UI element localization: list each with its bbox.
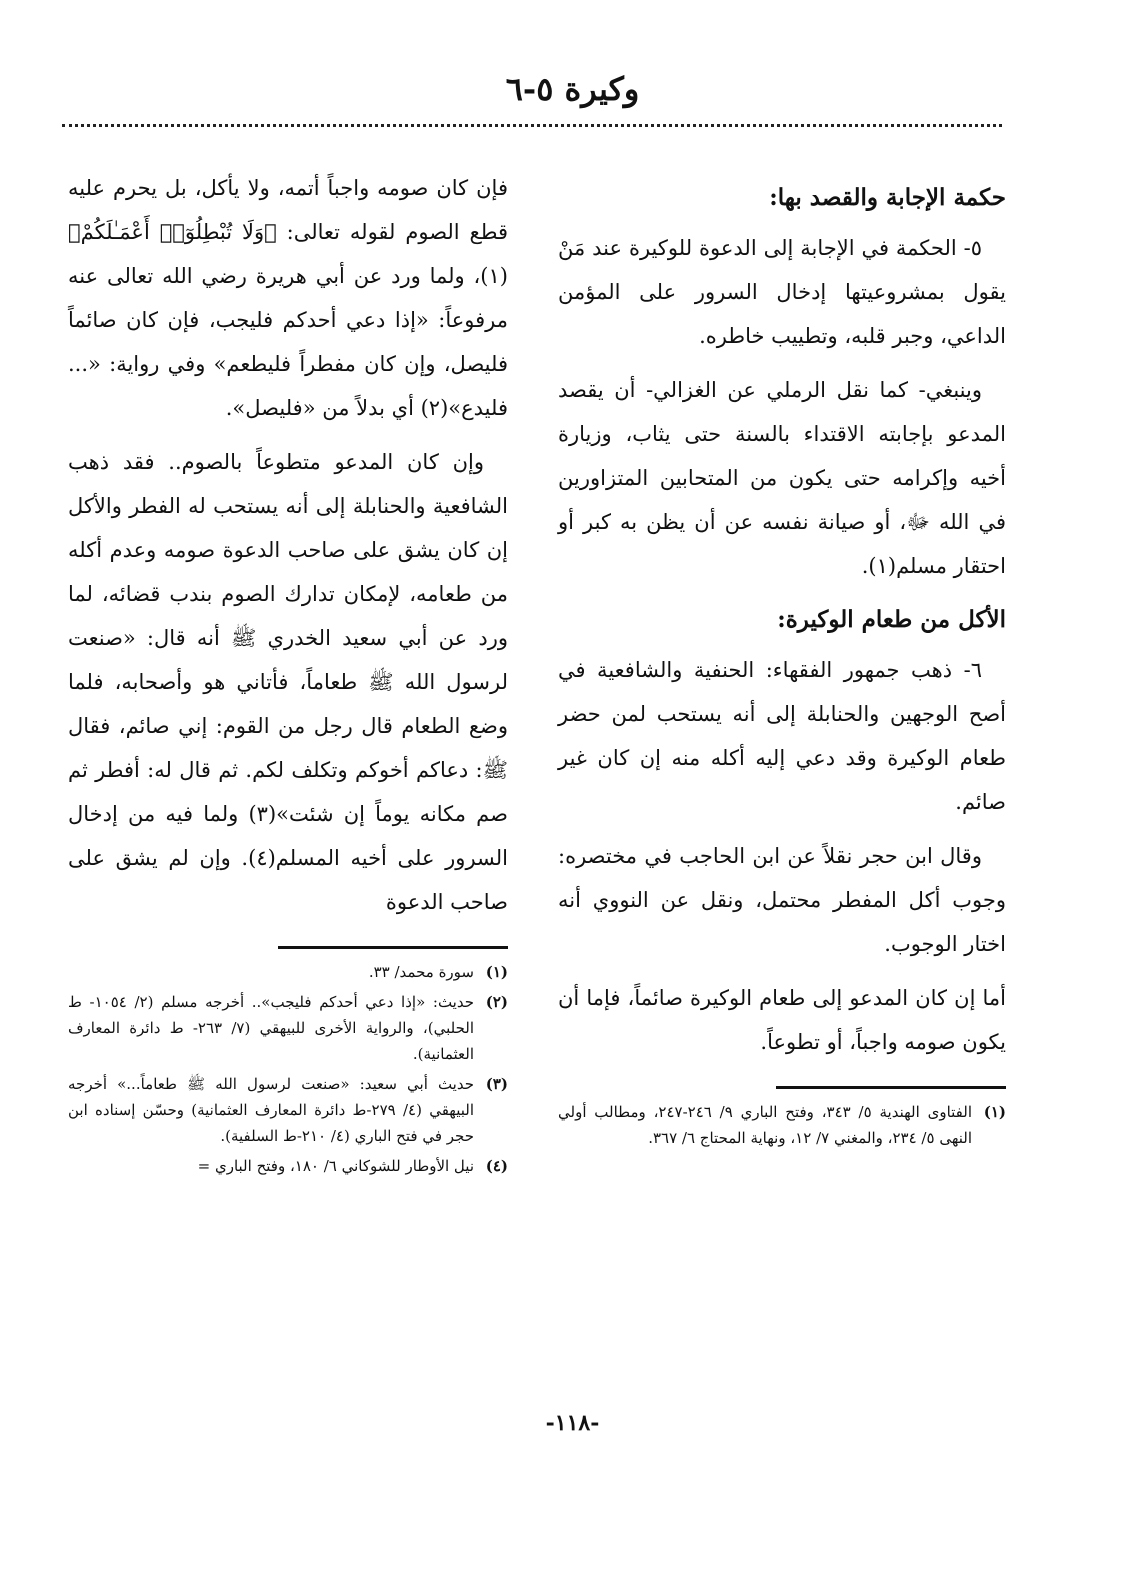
paragraph-intention: وينبغي- كما نقل الرملي عن الغزالي- أن يقصد المدعو بإجابته الاقتداء بالسنة حتى يثاب، وزيارة أخيه وإكرامه حتى يكون من المتحابين المتزاورين في الله ﷻ، أو صيانة نفسه عن أن يظن به كبر أو احتقار مسلم(١). (558, 378, 1006, 578)
section-heading-wisdom: حكمة الإجابة والقصد بها: (769, 184, 1006, 211)
footnote (68, 1153, 508, 1179)
section-heading-eating: الأكل من طعام الوكيرة: (777, 606, 1006, 633)
paragraph-6: ٦- ذهب جمهور الفقهاء: الحنفية والشافعية في أصح الوجهين والحنابلة إلى أنه يستحب لمن حضر طعام الوكيرة وقد دعي إليه أكله منه إن كان غير صائم. (558, 658, 1006, 814)
footnote-text: نيل الأوطار للشوكاني ٦/ ١٨٠، وفتح الباري = (197, 1157, 474, 1175)
header-dotted-rule (62, 124, 1002, 127)
footnote-text: حديث أبي سعيد: «صنعت لرسول الله ﷺ طعاماً...» أخرجه البيهقي (٤/ ٢٧٩-ط دائرة المعارف العثمانية) وحسّن إسناده ابن حجر في فتح الباري (٤/ ٢١٠-ط السلفية). (68, 1075, 474, 1145)
footnote-text: الفتاوى الهندية ٥/ ٣٤٣، وفتح الباري ٩/ ٢٤٦-٢٤٧، ومطالب أولي النهى ٥/ ٢٣٤، والمغني ٧/ ١٢، ونهاية المحتاج ٦/ ٣٦٧. (558, 1103, 972, 1147)
footnote-divider (776, 1086, 1006, 1089)
footnotes-right (558, 1099, 1006, 1151)
footnote (68, 959, 508, 985)
footnote-divider (278, 946, 508, 949)
footnote (558, 1099, 1006, 1151)
footnote-text: سورة محمد/ ٣٣. (368, 963, 474, 981)
paragraph-obligatory-fast: فإن كان صومه واجباً أتمه، ولا يأكل، بل يحرم عليه قطع الصوم لقوله تعالى: ﴿وَلَا تُبْطِلُوٓا۟ أَعْمَـٰلَكُمْ﴾(١)، ولما ورد عن أبي هريرة رضي الله تعالى عنه مرفوعاً: «إذا دعي أحدكم فليجب، فإن كان صائماً فليصل، وإن كان مفطراً فليطعم» وفي رواية: «... فليدع»(٢) أي بدلاً من «فليصل». (68, 176, 508, 420)
footnote-number: (٣) (485, 1075, 508, 1093)
footnote-text: حديث: «إذا دعي أحدكم فليجب».. أخرجه مسلم (٢/ ١٠٥٤- ط الحلبي)، والرواية الأخرى للبيهقي (٧/ ٢٦٣- ط دائرة المعارف العثمانية). (68, 993, 474, 1063)
right-column (558, 166, 1006, 1155)
footnote-number: (١) (983, 1103, 1006, 1121)
page-number: -١١٨- (545, 1410, 600, 1436)
footnote-number: (٤) (485, 1157, 508, 1175)
footnote-number: (١) (485, 963, 508, 981)
footnote (68, 989, 508, 1067)
paragraph-fasting: أما إن كان المدعو إلى طعام الوكيرة صائماً، فإما أن يكون صومه واجباً، أو تطوعاً. (558, 986, 1006, 1054)
footnote (68, 1071, 508, 1149)
paragraph-ibn-hajar: وقال ابن حجر نقلاً عن ابن الحاجب في مختصره: وجوب أكل المفطر محتمل، ونقل عن النووي أنه اختار الوجوب. (558, 844, 1006, 956)
paragraph-voluntary-fast: وإن كان المدعو متطوعاً بالصوم.. فقد ذهب الشافعية والحنابلة إلى أنه يستحب له الفطر والأكل إن كان يشق على صاحب الدعوة صومه وعدم أكله من طعامه، لإمكان تدارك الصوم بندب قضائه، لما ورد عن أبي سعيد الخدري ﷺ أنه قال: «صنعت لرسول الله ﷺ طعاماً، فأتاني هو وأصحابه، فلما وضع الطعام قال رجل من القوم: إني صائم، فقال ﷺ: دعاكم أخوكم وتكلف لكم. ثم قال له: أفطر ثم صم مكانه يوماً إن شئت»(٣) ولما فيه من إدخال السرور على أخيه المسلم(٤). وإن لم يشق على صاحب الدعوة (68, 450, 508, 914)
page-header-title: وكيرة ٥-٦ (505, 70, 640, 108)
footnotes-left (68, 959, 508, 1179)
left-column (68, 166, 508, 1183)
paragraph-5: ٥- الحكمة في الإجابة إلى الدعوة للوكيرة عند مَنْ يقول بمشروعيتها إدخال السرور على المؤمن الداعي، وجبر قلبه، وتطييب خاطره. (558, 236, 1006, 348)
footnote-number: (٢) (485, 993, 508, 1011)
